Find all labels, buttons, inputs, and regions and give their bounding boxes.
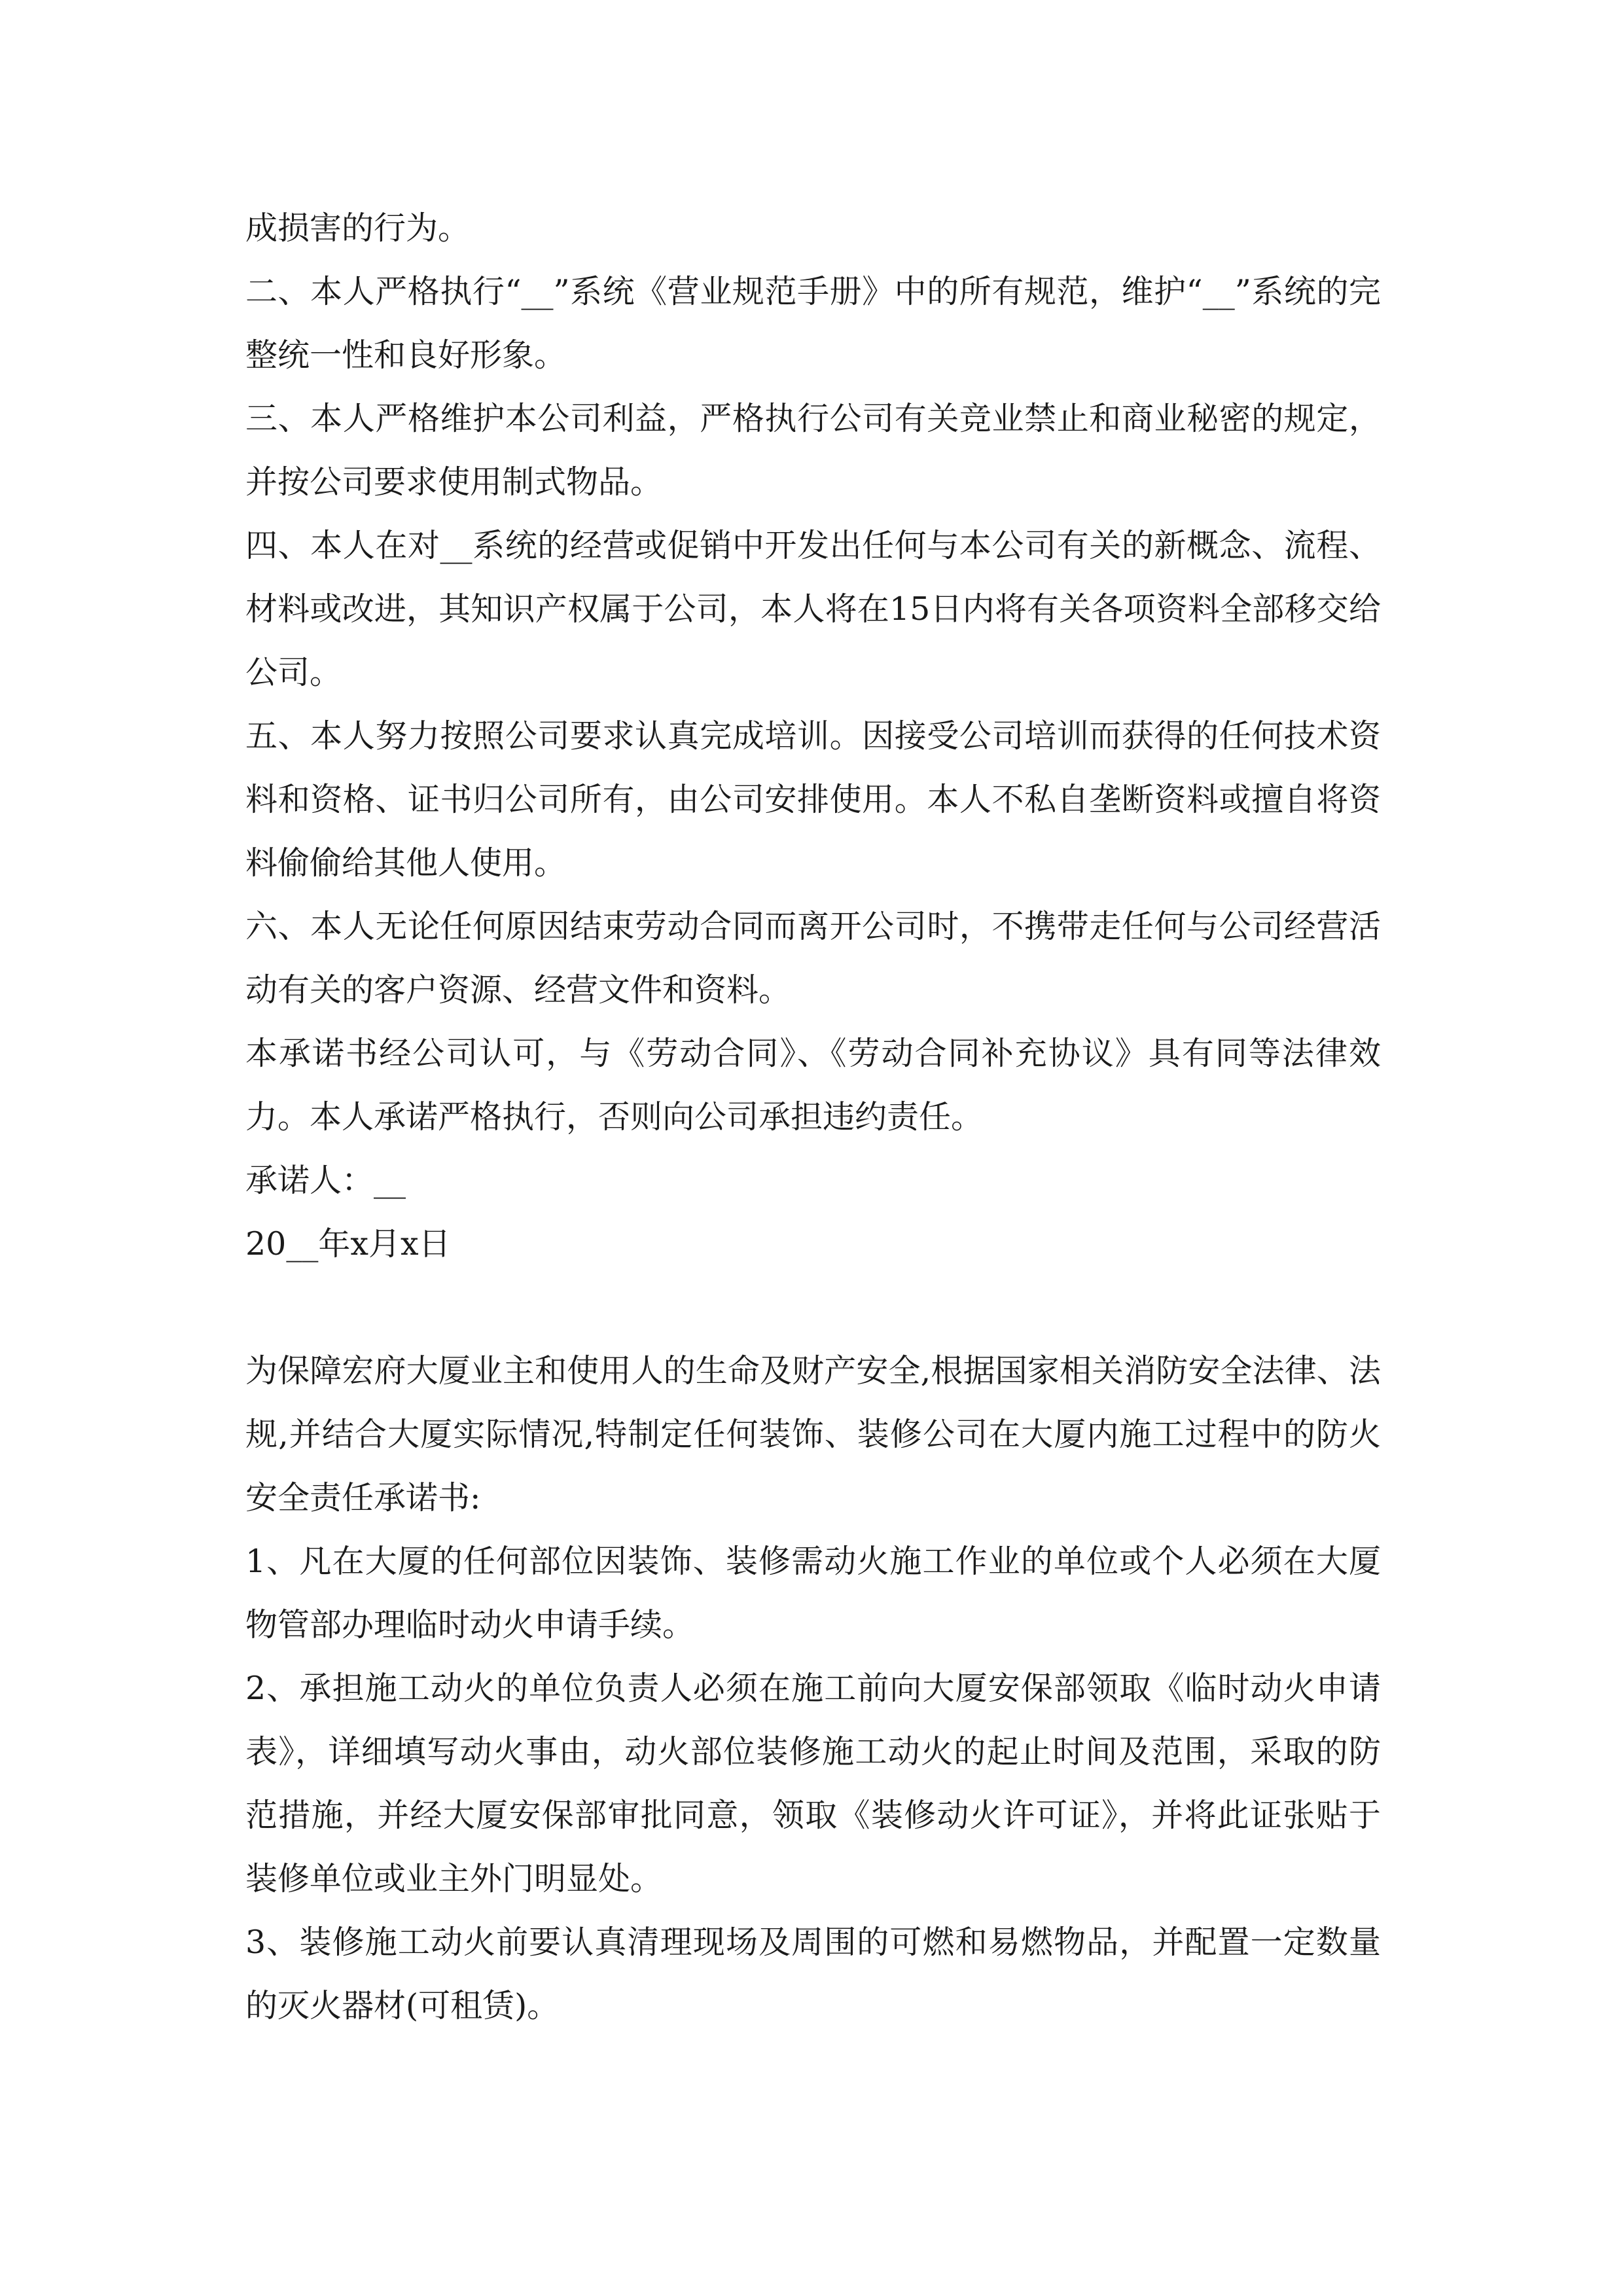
fire-safety-section xyxy=(245,1339,1381,2037)
fire-clause-2: 2、承担施工动火的单位负责人必须在施工前向大厦安保部领取《临时动火申请表》，详细填写动火事由，动火部位装修施工动火的起止时间及范围，采取的防范措施，并经大厦安保部审批同意，领取《装修动火许可证》，并将此证张贴于装修单位或业主外门明显处。 xyxy=(245,1670,1381,1897)
paragraph-continuation: 成损害的行为。 xyxy=(245,209,471,247)
commitment-section xyxy=(245,196,1381,1276)
fire-safety-intro: 为保障宏府大厦业主和使用人的生命及财产安全,根据国家相关消防安全法律、法规,并结合大厦实际情况,特制定任何装饰、装修公司在大厦内施工过程中的防火安全责任承诺书: xyxy=(245,1352,1381,1516)
fire-clause-1: 1、凡在大厦的任何部位因装饰、装修需动火施工作业的单位或个人必须在大厦物管部办理临时动火申请手续。 xyxy=(245,1543,1381,1643)
document-body xyxy=(245,196,1381,2037)
date-line: 20__年x月x日 xyxy=(245,1225,451,1263)
section-spacer xyxy=(245,1276,1381,1339)
clause-2: 二、本人严格执行“__”系统《营业规范手册》中的所有规范，维护“__”系统的完整统一性和良好形象。 xyxy=(245,273,1381,374)
clause-5: 五、本人努力按照公司要求认真完成培训。因接受公司培训而获得的任何技术资料和资格、证书归公司所有，由公司安排使用。本人不私自垄断资料或擅自将资料偷偷给其他人使用。 xyxy=(245,717,1381,882)
clause-4: 四、本人在对__系统的经营或促销中开发出任何与本公司有关的新概念、流程、材料或改进，其知识产权属于公司，本人将在15日内将有关各项资料全部移交给公司。 xyxy=(245,527,1381,691)
signatory-line: 承诺人：__ xyxy=(245,1162,406,1199)
clause-3: 三、本人严格维护本公司利益，严格执行公司有关竞业禁止和商业秘密的规定，并按公司要求使用制式物品。 xyxy=(245,400,1381,501)
validity-statement: 本承诺书经公司认可，与《劳动合同》、《劳动合同补充协议》具有同等法律效力。本人承诺严格执行，否则向公司承担违约责任。 xyxy=(245,1035,1381,1136)
fire-clause-3: 3、装修施工动火前要认真清理现场及周围的可燃和易燃物品，并配置一定数量的灭火器材(可租赁)。 xyxy=(245,1924,1381,2024)
clause-6: 六、本人无论任何原因结束劳动合同而离开公司时，不携带走任何与公司经营活动有关的客户资源、经营文件和资料。 xyxy=(245,908,1381,1009)
